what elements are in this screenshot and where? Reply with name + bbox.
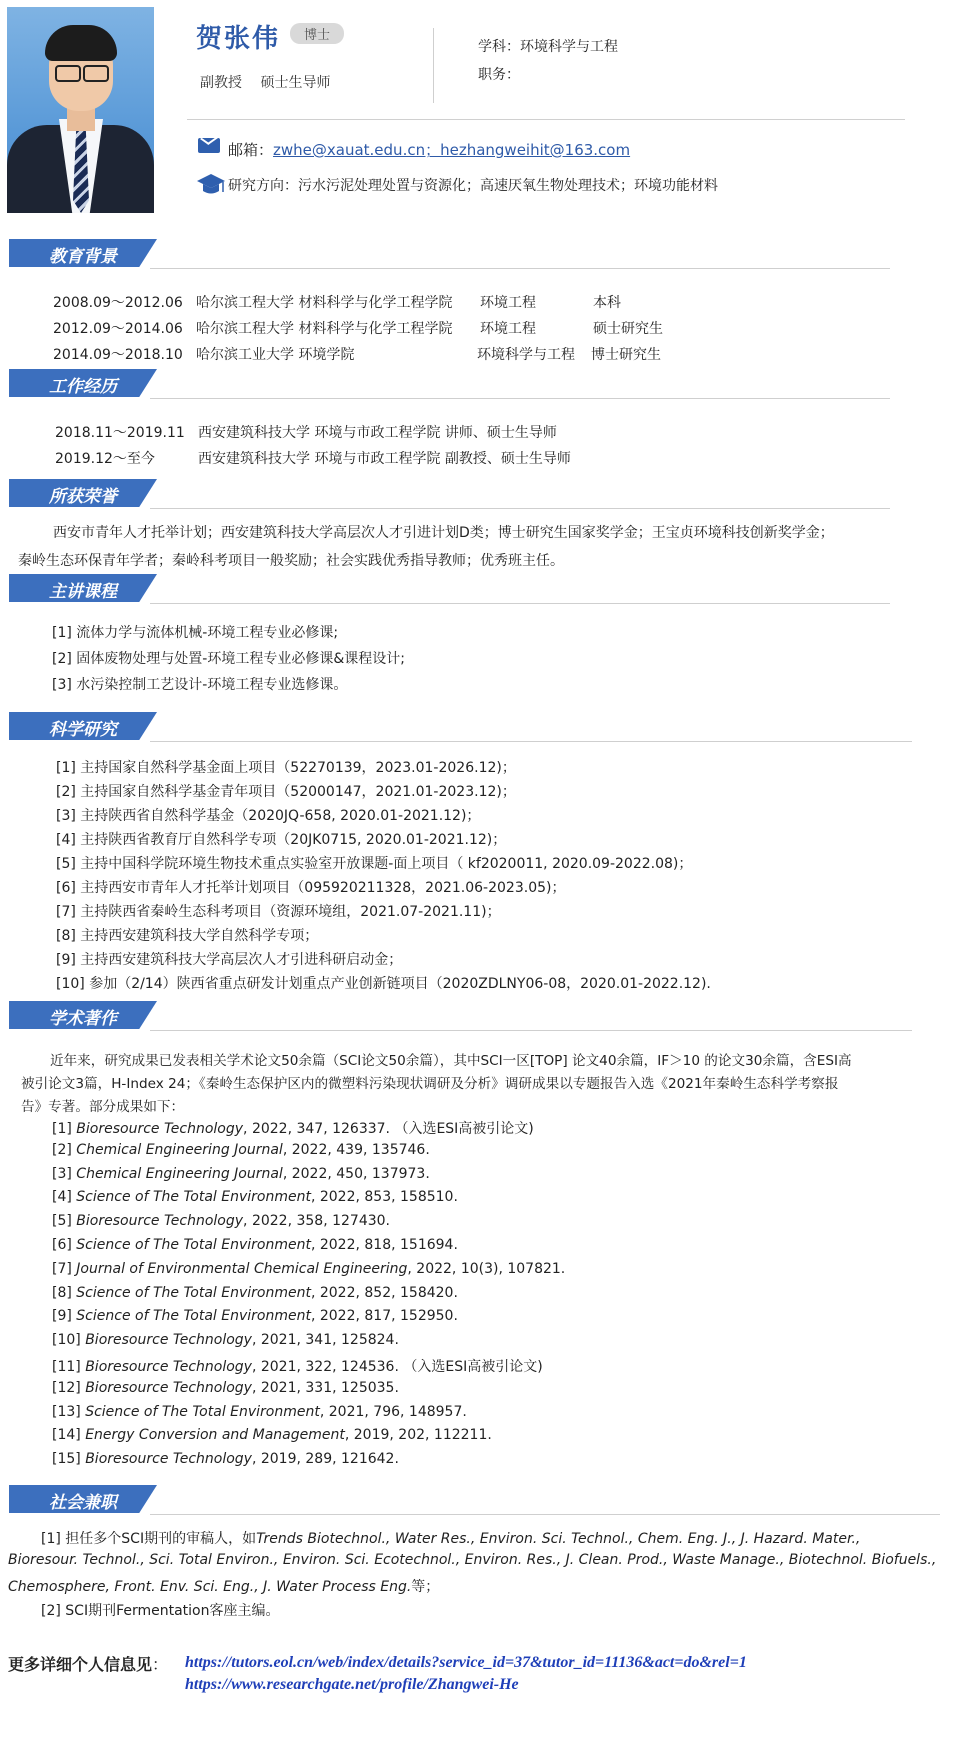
journal-name: Journal of Environmental Chemical Engineering (76, 1260, 408, 1277)
journal-name: Science of The Total Environment (76, 1284, 311, 1301)
academic-titles: 副教授 硕士生导师 (200, 75, 331, 91)
edu-major: 环境工程 (480, 295, 536, 311)
project-item: [8] 主持西安建筑科技大学自然科学专项； (56, 928, 319, 944)
section-header-work: 工作经历 (9, 369, 157, 397)
publication-item: [14] Energy Conversion and Management, 2019, 202, 112211. (52, 1427, 492, 1444)
publication-item: [11] Bioresource Technology, 2021, 322, 124536. （入选ESI高被引论文) (52, 1359, 543, 1375)
section-rule (150, 1030, 912, 1031)
section-rule (150, 508, 890, 509)
course-item: [2] 固体废物处理与处置-环境工程专业必修课&课程设计; (52, 651, 405, 667)
project-item: [3] 主持陕西省自然科学基金（2020JQ-658, 2020.01-2021.12)； (56, 808, 481, 824)
course-item: [1] 流体力学与流体机械-环境工程专业必修课; (52, 625, 339, 641)
journal-name: Bioresource Technology (76, 1213, 244, 1230)
edu-degree: 博士研究生 (591, 347, 661, 363)
project-item: [6] 主持西安市青年人才托举计划项目（095920211328，2021.06-2023.05)； (56, 880, 566, 896)
project-item: [10] 参加（2/14）陕西省重点研发计划重点产业创新链项目（2020ZDLNY06-08，2020.01-2022.12). (56, 976, 711, 992)
journal-name: Science of The Total Environment (76, 1308, 311, 1325)
section-header-education: 教育背景 (9, 239, 157, 267)
publication-item: [12] Bioresource Technology, 2021, 331, 125035. (52, 1379, 399, 1396)
publication-item: [13] Science of The Total Environment, 2021, 796, 148957. (52, 1403, 467, 1420)
subject-field: 学科：环境科学与工程 (478, 39, 618, 55)
project-item: [9] 主持西安建筑科技大学高层次人才引进科研启动金； (56, 952, 403, 968)
journal-name: Bioresource Technology (85, 1359, 252, 1375)
email-row (228, 139, 630, 160)
profile-link-eol[interactable]: https://tutors.eol.cn/web/index/details?service_id=37&tutor_id=11136&act=do&rel=1 (185, 1654, 747, 1671)
envelope-icon (198, 138, 220, 153)
profile-link-researchgate[interactable]: https://www.researchgate.net/profile/Zhangwei-He (185, 1676, 519, 1693)
position-field: 职务： (478, 67, 520, 83)
honors-line: 秦岭生态环保青年学者；秦岭科考项目一般奖励；社会实践优秀指导教师；优秀班主任。 (18, 553, 564, 569)
edu-period: 2014.09～2018.10 (53, 347, 183, 363)
journal-name: Bioresource Technology (85, 1451, 252, 1468)
email-label: 邮箱： (228, 141, 274, 159)
reviewer-journals: Bioresour. Technol., Sci. Total Environ., Environ. Sci. Ecotechnol., Environ. Res., J. Clean. Prod., Waste Manage., Biotechnol. Biofuels., (8, 1552, 937, 1568)
publication-item: [3] Chemical Engineering Journal, 2022, 450, 137973. (52, 1165, 430, 1182)
project-item: [5] 主持中国科学院环境生物技术重点实验室开放课题-面上项目（ kf2020011, 2020.09-2022.08)； (56, 856, 693, 872)
edu-school: 哈尔滨工程大学 材料科学与化学工程学院 (196, 321, 453, 337)
publication-item: [5] Bioresource Technology, 2022, 358, 127430. (52, 1213, 390, 1230)
publication-item: [6] Science of The Total Environment, 2022, 818, 151694. (52, 1237, 458, 1253)
section-rule (150, 268, 890, 269)
journal-name: Science of The Total Environment (76, 1237, 311, 1253)
section-rule (150, 398, 890, 399)
more-info-label: 更多详细个人信息见 (8, 1655, 153, 1674)
journal-name: Chemical Engineering Journal (76, 1141, 283, 1158)
service-item: [2] SCI期刊Fermentation客座主编。 (41, 1603, 280, 1619)
journal-name: Bioresource Technology (85, 1332, 252, 1349)
publication-item: [9] Science of The Total Environment, 2022, 817, 152950. (52, 1308, 458, 1325)
work-period: 2018.11～2019.11 (55, 425, 185, 441)
graduation-cap-icon (196, 172, 226, 198)
pub-intro-line: 告》专著。部分成果如下： (21, 1099, 185, 1115)
edu-major: 环境工程 (480, 321, 536, 337)
research-direction: 研究方向：污水污泥处理处置与资源化；高速厌氧生物处理技术；环境功能材料 (228, 178, 718, 194)
person-name: 贺张伟 (196, 24, 281, 54)
edu-school: 哈尔滨工业大学 环境学院 (196, 347, 355, 363)
service-item: [1] 担任多个SCI期刊的审稿人，如Trends Biotechnol., Water Res., Environ. Sci. Technol., Chem. Eng. J., J. Hazard. Mater., (41, 1531, 861, 1547)
project-item: [7] 主持陕西省秦岭生态科考项目（资源环境组，2021.07-2021.11)； (56, 904, 501, 920)
journal-name: Science of The Total Environment (85, 1403, 320, 1420)
publication-item: [15] Bioresource Technology, 2019, 289, 121642. (52, 1451, 399, 1468)
more-info: 更多详细个人信息见： (8, 1655, 169, 1674)
project-item: [4] 主持陕西省教育厅自然科学专项（20JK0715, 2020.01-2021.12)； (56, 832, 507, 848)
pub-intro-line: 近年来，研究成果已发表相关学术论文50余篇（SCI论文50余篇），其中SCI一区[TOP] 论文40余篇，IF＞10 的论文30余篇，含ESI高 (50, 1053, 852, 1069)
section-header-publications: 学术著作 (9, 1001, 157, 1029)
profile-photo (7, 7, 154, 213)
publication-item: [10] Bioresource Technology, 2021, 341, 125824. (52, 1332, 399, 1349)
journal-name: Energy Conversion and Management (85, 1427, 345, 1444)
course-item: [3] 水污染控制工艺设计-环境工程专业选修课。 (52, 677, 348, 693)
journal-name: Bioresource Technology (85, 1379, 252, 1396)
edu-degree: 本科 (593, 295, 621, 311)
degree-badge: 博士 (290, 23, 344, 44)
work-desc: 西安建筑科技大学 环境与市政工程学院 讲师、硕士生导师 (198, 425, 557, 441)
journal-name: Chemical Engineering Journal (76, 1165, 283, 1182)
section-header-courses: 主讲课程 (9, 574, 157, 602)
publication-item: [1] Bioresource Technology, 2022, 347, 126337. （入选ESI高被引论文) (52, 1121, 534, 1137)
section-header-service: 社会兼职 (9, 1485, 157, 1513)
publication-item: [7] Journal of Environmental Chemical Engineering, 2022, 10(3), 107821. (52, 1260, 566, 1277)
section-header-honors: 所获荣誉 (9, 479, 157, 507)
publication-item: [4] Science of The Total Environment, 2022, 853, 158510. (52, 1189, 458, 1206)
section-rule (150, 1514, 940, 1515)
edu-school: 哈尔滨工程大学 材料科学与化学工程学院 (196, 295, 453, 311)
work-desc: 西安建筑科技大学 环境与市政工程学院 副教授、硕士生导师 (198, 451, 571, 467)
edu-major: 环境科学与工程 (477, 347, 575, 363)
project-item: [1] 主持国家自然科学基金面上项目（52270139，2023.01-2026.12)； (56, 760, 516, 776)
publication-item: [2] Chemical Engineering Journal, 2022, 439, 135746. (52, 1141, 430, 1158)
section-rule (150, 603, 890, 604)
reviewer-journals: Chemosphere, Front. Env. Sci. Eng., J. Water Process Eng.等； (8, 1579, 440, 1595)
edu-period: 2008.09～2012.06 (53, 295, 183, 311)
journal-name: Bioresource Technology (76, 1121, 244, 1137)
pub-intro-line: 被引论文3篇，H-Index 24；《秦岭生态保护区内的微塑料污染现状调研及分析》调研成果以专题报告入选《2021年秦岭生态科学考察报 (21, 1076, 839, 1092)
publication-item: [8] Science of The Total Environment, 2022, 852, 158420. (52, 1284, 458, 1301)
work-period: 2019.12～至今 (55, 451, 155, 467)
email-link[interactable]: zwhe@xauat.edu.cn；hezhangweihit@163.com (273, 141, 631, 159)
journal-name: Science of The Total Environment (76, 1189, 311, 1206)
honors-line: 西安市青年人才托举计划；西安建筑科技大学高层次人才引进计划D类；博士研究生国家奖学金；王宝贞环境科技创新奖学金； (53, 525, 834, 541)
header-rule (187, 119, 905, 120)
header-divider (433, 28, 434, 103)
reviewer-journals: Trends Biotechnol., Water Res., Environ. Sci. Technol., Chem. Eng. J., J. Hazard. Mater., (256, 1531, 861, 1547)
section-rule (150, 741, 912, 742)
edu-degree: 硕士研究生 (593, 321, 663, 337)
project-item: [2] 主持国家自然科学基金青年项目（52000147，2021.01-2023.12)； (56, 784, 516, 800)
section-header-research: 科学研究 (9, 712, 157, 740)
edu-period: 2012.09～2014.06 (53, 321, 183, 337)
